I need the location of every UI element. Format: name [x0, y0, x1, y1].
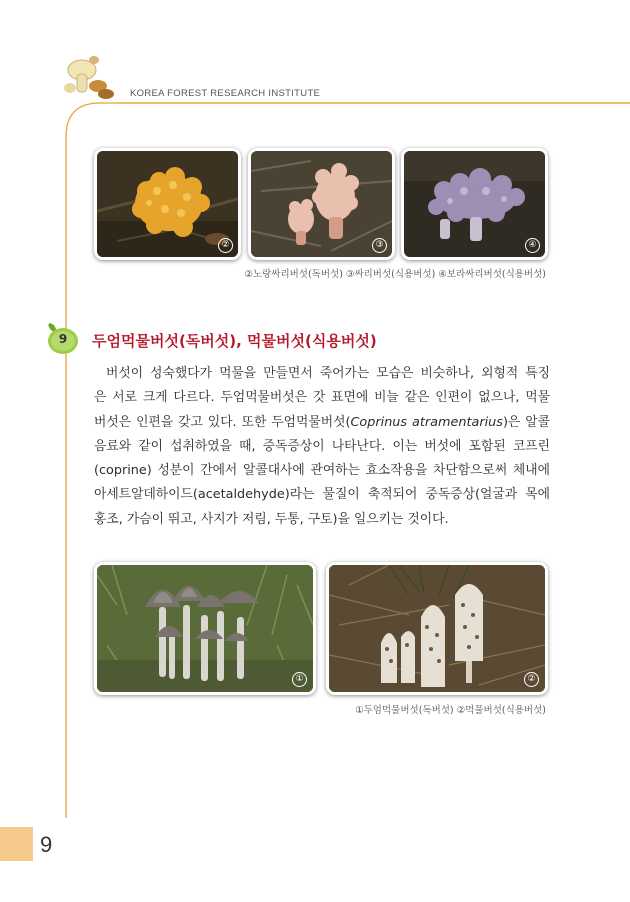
latin-name: Coprinus atramentarius	[350, 414, 503, 430]
body-line-with-latin	[94, 411, 550, 435]
photo-pink-coral-mushroom	[248, 148, 395, 260]
body-line: 아세트알데하이드(acetaldehyde)라는 물질이 축적되어 중독증상(얼굴과 목에	[94, 487, 550, 503]
bottom-photos-caption: ①두엄먹물버섯(독버섯) ②먹물버섯(식용버섯)	[355, 705, 546, 716]
photo-number-badge: ②	[524, 672, 539, 687]
photo-number-badge: ④	[525, 238, 540, 253]
photo-number-badge: ①	[292, 672, 307, 687]
body-line: (coprine) 성분이 간에서 알콜대사에 관여하는 효소작용을 차단함으로써 체내에	[94, 463, 550, 479]
section-title: 두엄먹물버섯(독버섯), 먹물버섯(식용버섯)	[92, 332, 377, 350]
body-line-segment: )은 알콜	[502, 414, 550, 430]
photo-common-ink-cap-cluster	[94, 562, 316, 695]
page-number-tab	[0, 827, 33, 861]
body-line: 음료와 같이 섭취하였을 때, 중독증상이 나타난다. 이는 버섯에 포함된 코프린	[94, 438, 550, 454]
institute-name: KOREA FOREST RESEARCH INSTITUTE	[130, 88, 321, 99]
photo-number-badge: ②	[218, 238, 233, 253]
top-photos-caption: ②노랑싸리버섯(독버섯) ③싸리버섯(식용버섯) ④보라싸리버섯(식용버섯)	[244, 269, 546, 280]
body-line: 은 서로 크게 다르다. 두엄먹물버섯은 갓 표면에 비늘 같은 인편이 없으나, 먹물	[94, 390, 550, 406]
body-line: 버섯이 성숙했다가 먹물을 만들면서 죽어가는 모습은 비슷하나, 외형적 특징	[106, 366, 550, 381]
photo-purple-coral-mushroom	[401, 148, 548, 260]
page-number: 9	[40, 832, 53, 857]
body-line-segment: 버섯은 인편을 갖고 있다. 또한 두엄먹물버섯(	[94, 414, 351, 430]
mushroom-logo	[62, 52, 118, 102]
photo-number-badge: ③	[372, 238, 387, 253]
section-number: 9	[58, 332, 68, 346]
photo-shaggy-ink-cap	[326, 562, 548, 695]
body-line: 홍조, 가슴이 뛰고, 사지가 저림, 두통, 구토)을 일으키는 것이다.	[94, 511, 449, 527]
photo-yellow-coral-mushroom	[94, 148, 241, 260]
section-body	[94, 362, 550, 532]
